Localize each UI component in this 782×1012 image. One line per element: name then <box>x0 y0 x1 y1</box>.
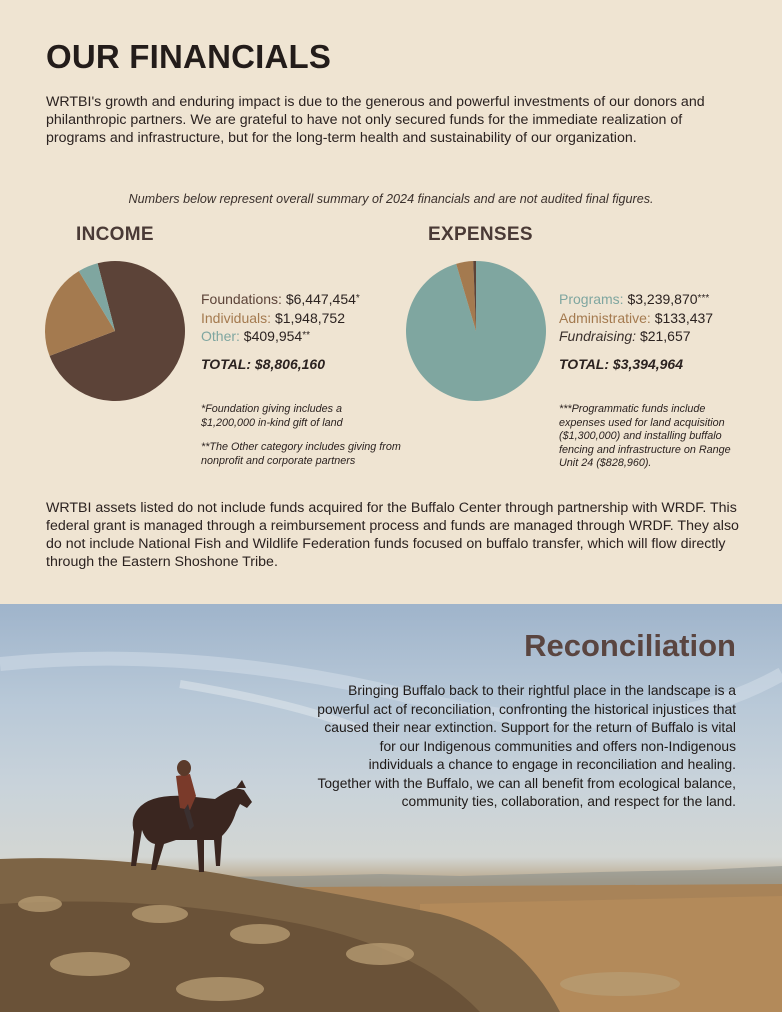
legend-row-foundations: Foundations: $6,447,454* <box>201 291 360 307</box>
expenses-heading: EXPENSES <box>428 224 533 245</box>
expenses-legend <box>559 290 713 373</box>
income-legend <box>201 290 360 373</box>
legend-row-fundraising <box>559 327 713 346</box>
income-footnote-1: *Foundation giving includes a $1,200,000 in-kind gift of land <box>201 403 343 429</box>
income-heading: INCOME <box>76 224 154 245</box>
intro-paragraph: WRTBI's growth and enduring impact is due to the generous and powerful investments of our donors and philanthropic partners. We are grateful to have not only secured funds for the immediate realization of programs and infrastructure, but for the long-term health and sustainability of our organization. <box>46 94 705 146</box>
legend-label: Other: <box>201 328 240 344</box>
expenses-footnote: ***Programmatic funds include expenses used for land acquisition ($1,300,000) and installing buffalo fencing and infrastructure on Range Unit 24 ($828,960). <box>559 403 731 469</box>
legend-label: Foundations: <box>201 291 282 307</box>
legend-label: Administrative: <box>559 309 651 326</box>
legend-row-other: Other: $409,954** <box>201 328 310 344</box>
legend-value: $21,657 <box>639 328 691 344</box>
legend-value: $133,437 <box>654 309 714 326</box>
summary-note: Numbers below represent overall summary of 2024 financials and are not audited final figures. <box>128 192 654 206</box>
legend-label: Programs: <box>559 291 624 307</box>
legend-value: $3,239,870 <box>627 291 698 307</box>
legend-value: $409,954 <box>243 328 303 344</box>
assets-paragraph: WRTBI assets listed do not include funds acquired for the Buffalo Center through partnership with WRDF. This federal grant is managed through a reimbursement process and funds are managed through WRDF. They also do not include National Fish and Wildlife Federation funds focused on buffalo transfer, which will flow directly through the Eastern Shoshone Tribe. <box>46 500 739 570</box>
horse-and-rider <box>131 760 252 872</box>
legend-label: Fundraising: <box>559 328 637 344</box>
legend-row-administrative <box>559 309 713 328</box>
income-footnote-2: **The Other category includes giving from nonprofit and corporate partners <box>201 441 401 467</box>
reconciliation-paragraph: Bringing Buffalo back to their rightful place in the landscape is a powerful act of reconciliation, confronting the historical injustices that caused their near extinction. Support for the return of Buffalo is vital for our Indigenous communities and offers non-Indigenous individuals a chance to engage in reconciliation and healing. Together with the Buffalo, we can all benefit from ecological balance, community ties, collaboration, and respect for the land. <box>317 683 736 809</box>
legend-value: $1,948,752 <box>274 309 346 326</box>
income-total: TOTAL: $8,806,160 <box>201 355 325 372</box>
legend-value: $6,447,454 <box>285 291 356 307</box>
expenses-pie-chart <box>405 260 547 402</box>
expenses-total: TOTAL: $3,394,964 <box>559 355 683 372</box>
legend-row-programs: Programs: $3,239,870*** <box>559 291 710 307</box>
legend-row-individuals <box>201 309 360 328</box>
reconciliation-title: Reconciliation <box>524 628 736 663</box>
page-title: OUR FINANCIALS <box>46 38 332 75</box>
income-pie-chart <box>44 260 186 402</box>
legend-label: Individuals: <box>201 309 272 326</box>
